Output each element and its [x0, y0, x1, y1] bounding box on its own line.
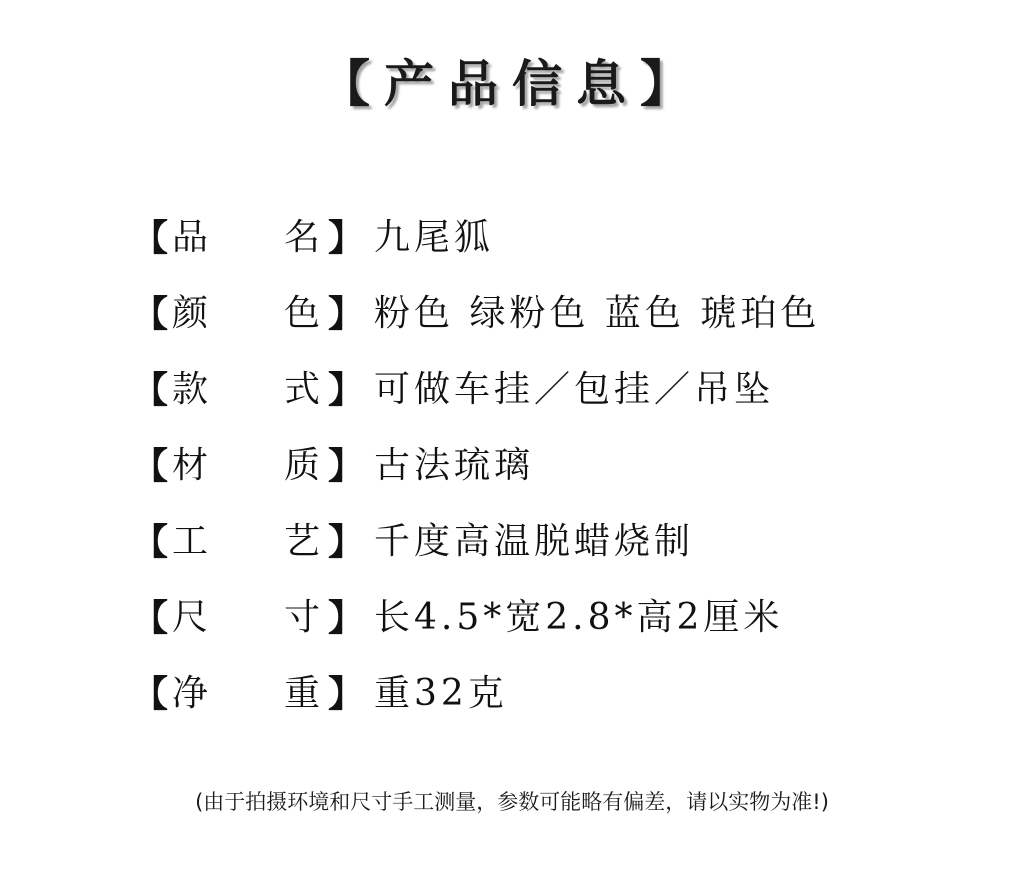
product-info-list	[132, 200, 992, 732]
bracket-open: 【	[132, 217, 169, 259]
label-char-1: 净	[172, 673, 209, 714]
label-char-2: 寸	[284, 597, 321, 638]
label-char-2: 式	[284, 369, 321, 410]
info-value: 九尾狐	[374, 217, 495, 258]
label-char-1: 尺	[172, 597, 209, 638]
bracket-close: 】	[328, 217, 365, 259]
bracket-open: 【	[132, 369, 169, 411]
label-char-1: 工	[172, 521, 209, 562]
bracket-close: 】	[328, 445, 365, 487]
bracket-close: 】	[328, 369, 365, 411]
page-title: 【产品信息】	[320, 54, 704, 113]
info-row-name	[132, 200, 992, 276]
bracket-close: 】	[328, 293, 365, 335]
info-value: 可做车挂／包挂／吊坠	[374, 369, 775, 410]
bracket-open: 【	[132, 597, 169, 639]
disclaimer-note: (由于拍摄环境和尺寸手工测量，参数可能略有偏差，请以实物为准!)	[195, 790, 829, 814]
bracket-open: 【	[132, 293, 169, 335]
label-char-2: 色	[284, 293, 321, 334]
info-value: 千度高温脱蜡烧制	[374, 521, 695, 562]
info-row-material	[132, 428, 992, 504]
info-value: 粉色 绿粉色 蓝色 琥珀色	[374, 293, 821, 334]
info-row-craft	[132, 504, 992, 580]
bracket-close: 】	[328, 673, 365, 715]
bracket-open: 【	[132, 673, 169, 715]
info-row-weight	[132, 656, 992, 732]
bracket-open: 【	[132, 521, 169, 563]
info-row-size	[132, 580, 992, 656]
label-char-2: 质	[284, 445, 321, 486]
info-row-color	[132, 276, 992, 352]
bracket-close: 】	[328, 521, 365, 563]
label-char-1: 材	[172, 445, 209, 486]
label-char-1: 款	[172, 369, 209, 410]
label-char-2: 艺	[284, 521, 321, 562]
info-row-style	[132, 352, 992, 428]
label-char-1: 品	[172, 217, 209, 258]
label-char-2: 名	[284, 217, 321, 258]
bracket-open: 【	[132, 445, 169, 487]
bracket-close: 】	[328, 597, 365, 639]
label-char-2: 重	[284, 673, 321, 714]
label-char-1: 颜	[172, 293, 209, 334]
info-value: 重32克	[374, 673, 508, 714]
info-value: 古法琉璃	[374, 445, 535, 486]
info-value: 长4.5*宽2.8*高2厘米	[374, 597, 784, 638]
